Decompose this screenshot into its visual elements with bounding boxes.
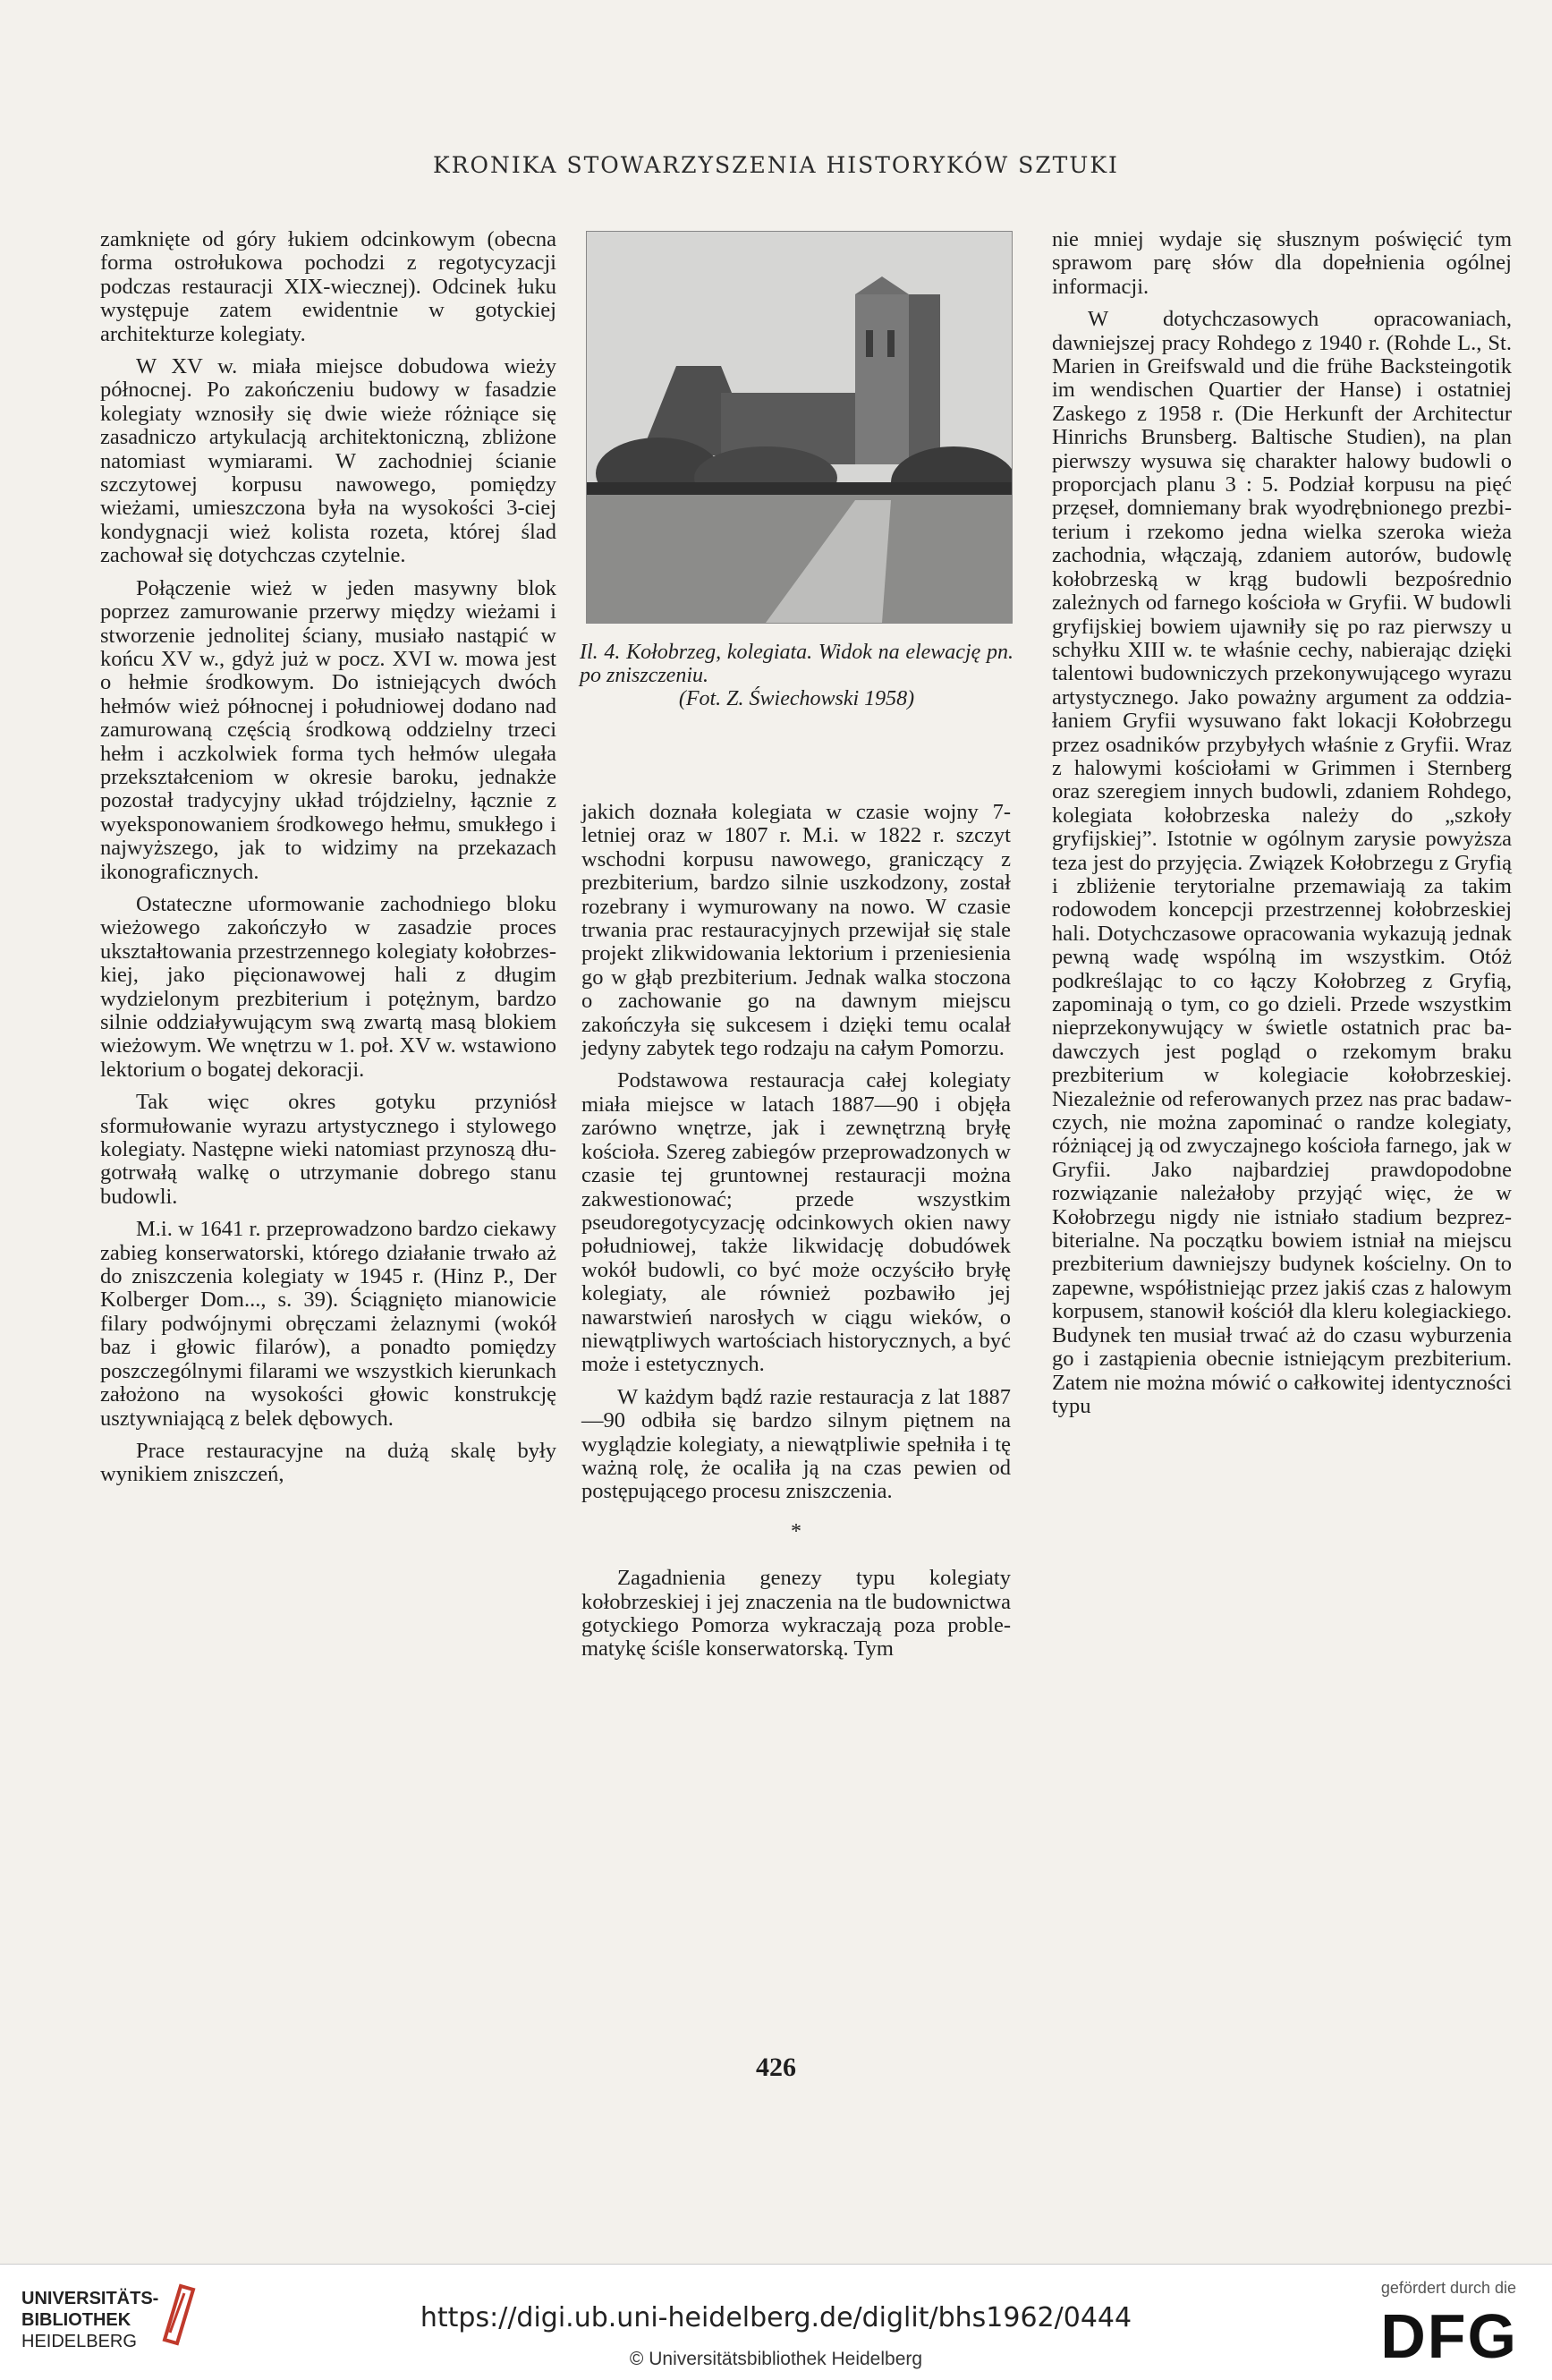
paragraph: W dotychczasowych opracowaniach, dawniejszej pracy Rohdego z 1940 r. (Rohde L., St. Marien in Greifswald und die frühe Backsteingotik im wendischen Quartier der Hanse) i ostatniej Zaskego z 1958 r. (Die Herkunft der Architectur Hinrichs Brunsberg. Baltische Studien), na plan pierwszy wysuwa się charakter halowy budowli o proporcjach planu 3 : 5. Podział korpusu na pięć przęseł, domniemany brak wyodrębnionego prezbiterium i rzekomo jedna wielka szeroka wieża zachodnia, włączają, zdaniem autorów, budowlę kołobrzeską w krąg budowli bezpośrednio zależnych od farnego kościoła w Gryfii. W budowli gryfijskiej bowiem ujawniły się po raz pierwszy u schyłku XIII w. te właśnie cechy, nabierając dzięki talentowi budowniczych przekonywującego wyrazu artystycznego. Jako poważny argument za oddziałaniem Gryfii wysuwano fakt lokacji Kołobrzegu przez osadników przybyłych właśnie z Gryfii. Wraz z halowymi kościołami w Grimmen i Sternberg oraz szeregiem innych budowli, zdaniem Rohdego, kolegiata kołobrzeska należy do „szkoły gryfijskiej”. Istotnie w ogólnym zarysie powyższa teza jest do przyjęcia. Związek Kołobrzegu z Gryfią i zbliżenie terytorialne przemawiają za takim rodowodem koncepcji przestrzennej kołobrzeskiej hali. Dotychczasowe opracowania wykazują jednak pewną wadę wspólną im wszystkim. Otóż podkreślając to co łączy Kołobrzeg z Gryfią, zapominają o tym, co go dzieli. Przede wszystkim nieprzekonywujący w świetle ostatnich prac badawczych jest pogląd o rzekomym braku prezbiterium w kolegiacie kołobrzeskiej. Niezależnie od referowanych przez nas prac badawczych, nie można zapominać o randze kolegiaty, różniącej ją od zwyczajnego kościoła farnego, jak w Gryfii. Jako najbardziej prawdopodobne rozwiązanie należałoby przyjąć więc, że w Kołobrzegu nigdy nie istniało stadium bezprezbiterialne. Na początku bowiem istniał na miejscu prezbiterium dawniejszy budynek kościelny. On to zapewne, współistniejąc przez jakiś czas z halowym korpusem, stanowił kościół dla kleru kolegiackiego. Budynek ten musiał trwać aż do czasu wyburzenia go i zastąpienia obecnie istniejącym prezbiterium. Zatem nie można mówić o całkowitej identyczności typu	[1052, 307, 1512, 1418]
right-column	[1052, 228, 1512, 1427]
caption-credit: (Fot. Z. Świechowski 1958)	[678, 687, 915, 710]
permalink-url[interactable]: https://digi.ub.uni-heidelberg.de/diglit/bhs1962/0444	[420, 2302, 1132, 2333]
paragraph: Połączenie wież w jeden masywny blok poprzez zamurowanie przerwy między wieżami i stworzenie jednolitej ściany, musiało nastąpić w końcu XV w., gdyż już w pocz. XVI w. mowa jest o hełmie środkowym. Do istniejących dwóch hełmów wież północnej i południowej dodano nad zamurowaną częścią środkową oddzielny trzeci hełm i aczkolwiek forma tych hełmów ulegała przekształceniom w okresie baroku, jednakże pozostał tradycyjny układ trójdzielny, łącznie z wyeksponowaniem środkowego hełmu, smukłego i najwyższego, jak to widzimy na przekazach ikonograficznych.	[100, 575, 556, 884]
funder-label: gefördert durch die	[1380, 2279, 1516, 2297]
section-separator: *	[791, 1519, 801, 1543]
page-number: 426	[756, 2053, 796, 2082]
middle-column	[581, 801, 1011, 1670]
running-head: KRONIKA STOWARZYSZENIA HISTORYKÓW SZTUKI	[433, 152, 1119, 178]
paragraph: W każdym bądź razie restauracja z lat 1887—90 odbiła się bardzo silnym piętnem na wyglądzie kolegiaty, a niewątpliwie spełniła i tę ważną rolę, że ocaliła ją na czas pewien od postępującego procesu zniszczenia.	[581, 1384, 1011, 1504]
paragraph: Tak więc okres gotyku przyniósł sformułowanie wyrazu artystycznego i stylowego kolegiaty. Następne wieki natomiast przynoszą długotrwałą walkę o utrzymanie dobrego stanu budowli.	[100, 1090, 556, 1209]
library-name-line1: UNIVERSITÄTS-	[21, 2289, 159, 2308]
paragraph: W XV w. miała miejsce dobudowa wieży północnej. Po zakończeniu budowy w fasadzie kolegiaty wznosiły się dwie wieże różniące się zasadniczo artykulacją architektoniczną, zbliżone natomiast wymiarami. W zachodniej ścianie szczytowej korpusu nawowego, pomiędzy wieżami, umieszczona była na wysokości 3-ciej kondygnacji wież kolista rozeta, której ślad zachował się dotychczas czytelnie.	[100, 354, 556, 568]
paragraph: M.i. w 1641 r. przeprowadzono bardzo ciekawy zabieg konserwatorski, którego działanie trwało aż do zniszczenia kolegiaty w 1945 r. (Hinz P., Der Kolberger Dom..., s. 39). Ściągnięto mianowicie filary podwójnymi obręczami żelaznymi (wokół baz i głowic filarów), a ponadto pomiędzy poszczególnymi filarami we wszystkich kierunkach założono na wysokości głowic konstrukcję usztywniającą z belek dębowych.	[100, 1217, 556, 1431]
paragraph: Ostateczne uformowanie zachodniego bloku wieżowego zakończyło w zasadzie proces ukształtowania przestrzennego kolegiaty kołobrzeskiej, jako pięcionawowej hali z długim wydzielonym prezbiterium i potężnym, bardzo silnie oddziaływującym swą zwartą masą blokiem wieżowym. We wnętrzu w 1. poł. XV w. wstawiono lektorium o bogatej dekoracji.	[100, 891, 556, 1082]
paragraph: zamknięte od góry łukiem odcinkowym (obecna forma ostrołukowa pochodzi z regotycyzacji podczas restauracji XIX-wiecznej). Odcinek łuku występuje zatem ewidentnie w gotyckiej architekturze kolegiaty.	[100, 227, 556, 346]
library-name-line2: BIBLIOTHEK	[21, 2310, 131, 2330]
paragraph: Podstawowa restauracja całej kolegiaty miała miejsce w latach 1887—90 i objęła zarówno wnętrze, jak i zewnętrzną bryłę kościoła. Szereg zabiegów przeprowadzonych w czasie tej gruntownej restauracji można zakwestionować; przede wszystkim pseudoregotycyzację odcinkowych okien nawy południowej, także likwidację dobudówek wokół budowli, co być może oczyściło bryłę kolegiaty, ale również pozbawiło jej nawarstwień narosłych w ciągu wieków, o niewątpliwych wartościach historycznych, a być może i estetycznych.	[581, 1068, 1011, 1377]
church-photo	[586, 231, 1013, 624]
figure-caption	[580, 641, 1013, 710]
church-photo-drawing	[587, 232, 1012, 623]
paragraph: Prace restauracyjne na dużą skalę były wynikiem zniszczeń,	[100, 1438, 556, 1487]
paragraph: nie mniej wydaje się słusznym poświęcić tym sprawom parę słów dla dopełnienia ogólnej informacji.	[1052, 227, 1512, 299]
left-column	[100, 228, 556, 1496]
viewer-footer	[0, 2264, 1552, 2380]
paragraph: Zagadnienia genezy typu kolegiaty kołobrzeskiej i jej znaczenia na tle budownictwa gotyckiego Pomorza wykraczają poza problematykę ściśle konserwatorską. Tym	[581, 1566, 1011, 1662]
library-name-line3: HEIDELBERG	[21, 2332, 137, 2351]
copyright-notice: © Universitätsbibliothek Heidelberg	[629, 2349, 923, 2369]
dfg-logo[interactable]: DFG	[1380, 2301, 1518, 2371]
caption-text: Il. 4. Kołobrzeg, kolegiata. Widok na elewację pn. po zniszczeniu.	[580, 641, 1013, 687]
paragraph: jakich doznała kolegiata w czasie wojny 7-letniej oraz w 1807 r. M.i. w 1822 r. szczyt wschodni korpusu nawowego, graniczący z prezbiterium, bardzo silnie uszkodzony, został rozebrany i wymurowany na nowo. W czasie trwania prac restauracyjnych przewijał się stale projekt zlikwidowania lektorium i przeniesienia go w głąb prezbiterium. Jednak walka stoczona o zachowanie go na dawnym miejscu zakończyła się sukcesem i dzięki temu ocalał jedyny zabytek tego rodzaju na całym Pomorzu.	[581, 800, 1011, 1061]
